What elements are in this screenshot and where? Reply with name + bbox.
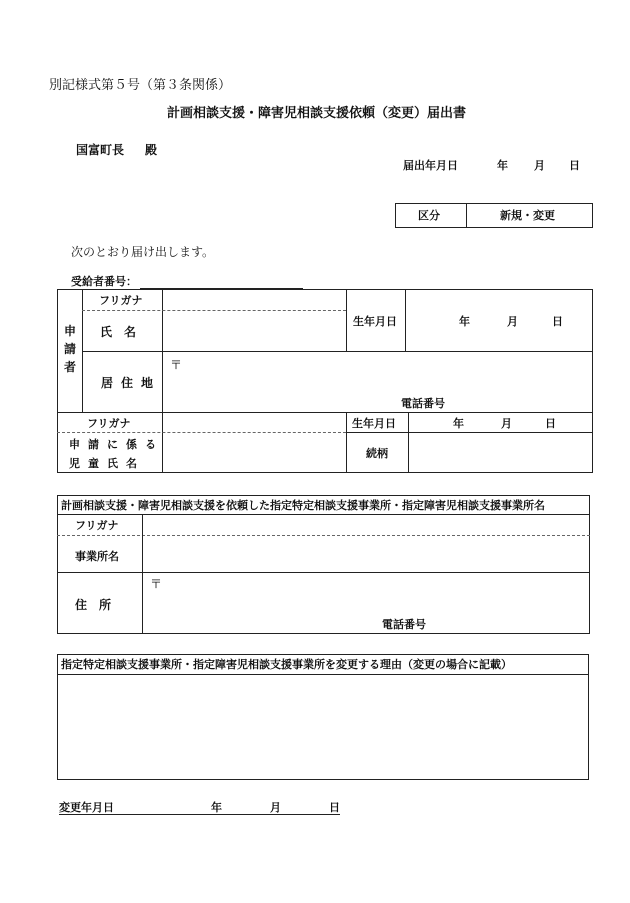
applicant-birth-year-unit: 年 <box>459 315 470 328</box>
applicant-address-label: 居住地 <box>101 376 162 390</box>
child-name-label-line2: 児童氏名 <box>69 457 145 470</box>
applicant-furigana-field[interactable] <box>164 291 344 308</box>
office-postal-mark: 〒 <box>150 577 163 591</box>
applicant-birth-day-unit: 日 <box>552 315 563 328</box>
filing-month-unit: 月 <box>534 159 545 172</box>
child-name-field[interactable] <box>164 434 344 471</box>
form-number: 別記様式第５号（第３条関係） <box>49 78 232 93</box>
intro-text: 次のとおり届け出します。 <box>71 245 215 259</box>
office-name-label: 事業所名 <box>75 550 119 563</box>
change-year-unit: 年 <box>211 801 222 814</box>
change-date-field[interactable] <box>59 814 340 815</box>
filing-year-unit: 年 <box>497 159 508 172</box>
child-birth-year-unit: 年 <box>453 417 464 430</box>
child-birth-day-unit: 日 <box>545 417 556 430</box>
recipient-number-label: 受給者番号： <box>71 275 137 288</box>
reason-heading: 指定特定相談支援事業所・指定障害児相談支援事業所を変更する理由（変更の場合に記載） <box>61 658 512 671</box>
applicant-name-field[interactable] <box>164 312 344 349</box>
classification-label: 区分 <box>418 209 440 222</box>
office-address-label: 住 所 <box>75 598 112 612</box>
classification-value[interactable]: 新規・変更 <box>500 209 555 222</box>
child-name-label-line1: 申請に係る <box>69 438 164 451</box>
office-phone-label: 電話番号 <box>382 618 426 631</box>
change-month-unit: 月 <box>270 801 281 814</box>
applicant-birth-month-unit: 月 <box>507 315 518 328</box>
change-date-label: 変更年月日 <box>59 801 114 814</box>
office-heading: 計画相談支援・障害児相談支援を依頼した指定特定相談支援事業所・指定障害児相談支援事業所名 <box>61 499 545 512</box>
applicant-postal-mark: 〒 <box>170 358 183 372</box>
filing-day-unit: 日 <box>569 159 580 172</box>
filing-date-label: 届出年月日 <box>403 159 458 172</box>
office-furigana-label: フリガナ <box>75 519 119 532</box>
child-relation-label: 続柄 <box>366 447 388 460</box>
applicant-birthdate-label: 生年月日 <box>353 315 397 328</box>
reason-field[interactable] <box>59 676 587 778</box>
applicant-address-field[interactable] <box>164 353 591 410</box>
applicant-group-label: 申 請 者 <box>63 324 76 374</box>
child-relation-field[interactable] <box>410 434 591 471</box>
change-day-unit: 日 <box>329 801 340 814</box>
applicant-phone-label: 電話番号 <box>401 397 445 410</box>
addressee: 国富町長 <box>76 143 125 157</box>
addressee-honorific: 殿 <box>145 143 158 157</box>
page-title: 計画相談支援・障害児相談支援依頼（変更）届出書 <box>167 106 467 121</box>
applicant-name-label: 氏 名 <box>100 325 137 339</box>
child-birthdate-label: 生年月日 <box>352 417 396 430</box>
applicant-furigana-label: フリガナ <box>99 294 143 307</box>
office-address-field[interactable] <box>144 574 588 632</box>
office-name-field[interactable] <box>144 516 588 570</box>
child-birth-month-unit: 月 <box>501 417 512 430</box>
child-furigana-label: フリガナ <box>87 417 131 430</box>
